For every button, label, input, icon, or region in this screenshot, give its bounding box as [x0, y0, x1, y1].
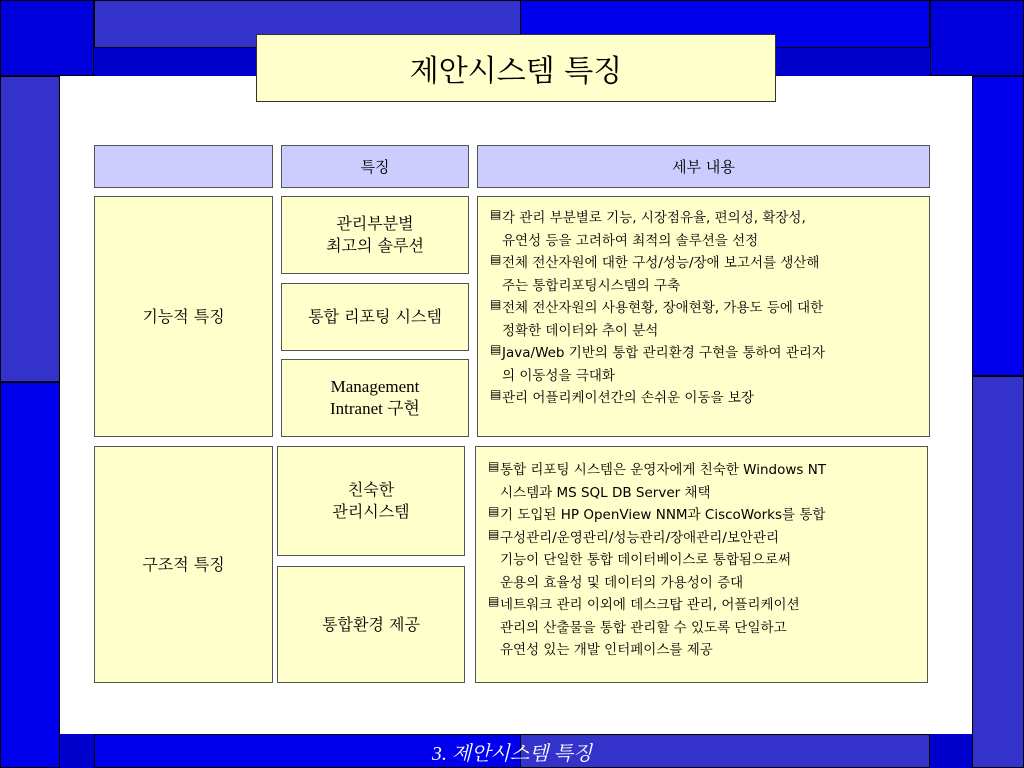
detail-line: 운용의 효율성 및 데이터의 가용성이 증대: [500, 574, 744, 591]
list-bullet-icon: ▤: [490, 207, 502, 221]
detail-line: 의 이동성을 극대화: [502, 367, 615, 384]
functional-feature-2: [281, 283, 469, 351]
detail-line: 네트워크 관리 이외에 데스크탑 관리, 어플리케이션: [500, 597, 800, 613]
feature-line: Intranet 구현: [330, 399, 420, 418]
feature-line: 친숙한: [347, 480, 395, 499]
detail-line: 기능이 단일한 통합 데이터베이스로 통합됨으로써: [500, 552, 792, 568]
functional-feature-1: [281, 196, 469, 274]
detail-item: [488, 459, 921, 504]
footer-section-title: 3. 제안시스템 특징: [431, 742, 593, 765]
bg-block-left-top: [0, 0, 94, 76]
detail-line: Java/Web 기반의 통합 관리환경 구현을 통하여 관리자: [502, 345, 825, 361]
structural-feature-2: [277, 566, 465, 683]
header-feature: 특징: [281, 145, 469, 188]
detail-item: [490, 207, 923, 252]
detail-line: 통합 리포팅 시스템은 운영자에게 친숙한 Windows NT: [500, 462, 827, 478]
structural-category-label: 구조적 특징: [94, 446, 273, 683]
structural-detail-box: [475, 446, 928, 683]
bg-block-right-mid: [972, 76, 1024, 376]
detail-line: 구성관리/운영관리/성능관리/장애관리/보안관리: [500, 529, 780, 546]
list-bullet-icon: ▤: [488, 504, 500, 518]
detail-item: [490, 342, 923, 387]
list-bullet-icon: ▤: [490, 252, 502, 266]
list-bullet-icon: ▤: [490, 297, 502, 311]
detail-line: 전체 전산자원에 대한 구성/성능/장애 보고서를 생산해: [502, 255, 820, 271]
detail-line: 관리의 산출물을 통합 관리할 수 있도록 단일하고: [500, 619, 787, 636]
bg-block-right-top: [930, 0, 1024, 76]
detail-line: 시스템과 MS SQL DB Server 채택: [500, 484, 711, 501]
functional-category-label: 기능적 특징: [94, 196, 273, 437]
list-bullet-icon: ▤: [490, 342, 502, 356]
list-bullet-icon: ▤: [490, 387, 502, 401]
detail-item: [488, 527, 921, 595]
bg-block-left-bottom: [0, 382, 60, 768]
slide-title: 제안시스템 특징: [256, 34, 776, 102]
feature-line: 통합 리포팅 시스템: [308, 307, 442, 326]
feature-line: 관리부분별: [336, 214, 414, 233]
detail-line: 유연성 있는 개발 인터페이스를 제공: [500, 642, 713, 658]
detail-line: 각 관리 부분별로 기능, 시장점유율, 편의성, 확장성,: [502, 210, 806, 226]
feature-line: 최고의 솔루션: [326, 236, 424, 255]
list-bullet-icon: ▤: [488, 594, 500, 608]
header-detail: 세부 내용: [477, 145, 930, 188]
detail-item: [490, 387, 923, 410]
detail-line: 주는 통합리포팅시스템의 구축: [502, 277, 681, 294]
detail-line: 관리 어플리케이션간의 손쉬운 이동을 보장: [502, 390, 754, 406]
bg-block-left-mid: [0, 76, 60, 382]
bg-block-right-bottom: [972, 376, 1024, 768]
detail-line: 정확한 데이터와 추이 분석: [502, 322, 659, 339]
detail-line: 유연성 등을 고려하여 최적의 솔루션을 선정: [502, 232, 759, 249]
functional-feature-3: [281, 359, 469, 437]
structural-feature-1: [277, 446, 465, 556]
functional-detail-box: [477, 196, 930, 437]
detail-item: [488, 594, 921, 662]
detail-line: 전체 전산자원의 사용현황, 장애현황, 가용도 등에 대한: [502, 300, 824, 316]
list-bullet-icon: ▤: [488, 459, 500, 473]
feature-line: Management: [330, 377, 420, 396]
detail-item: [488, 504, 921, 527]
feature-line: 통합환경 제공: [322, 614, 420, 634]
detail-item: [490, 252, 923, 297]
detail-line: 기 도입된 HP OpenView NNM과 CiscoWorks를 통합: [500, 507, 826, 523]
header-blank-cell: [94, 145, 273, 188]
list-bullet-icon: ▤: [488, 526, 500, 541]
detail-item: [490, 297, 923, 342]
feature-line: 관리시스템: [332, 502, 410, 521]
